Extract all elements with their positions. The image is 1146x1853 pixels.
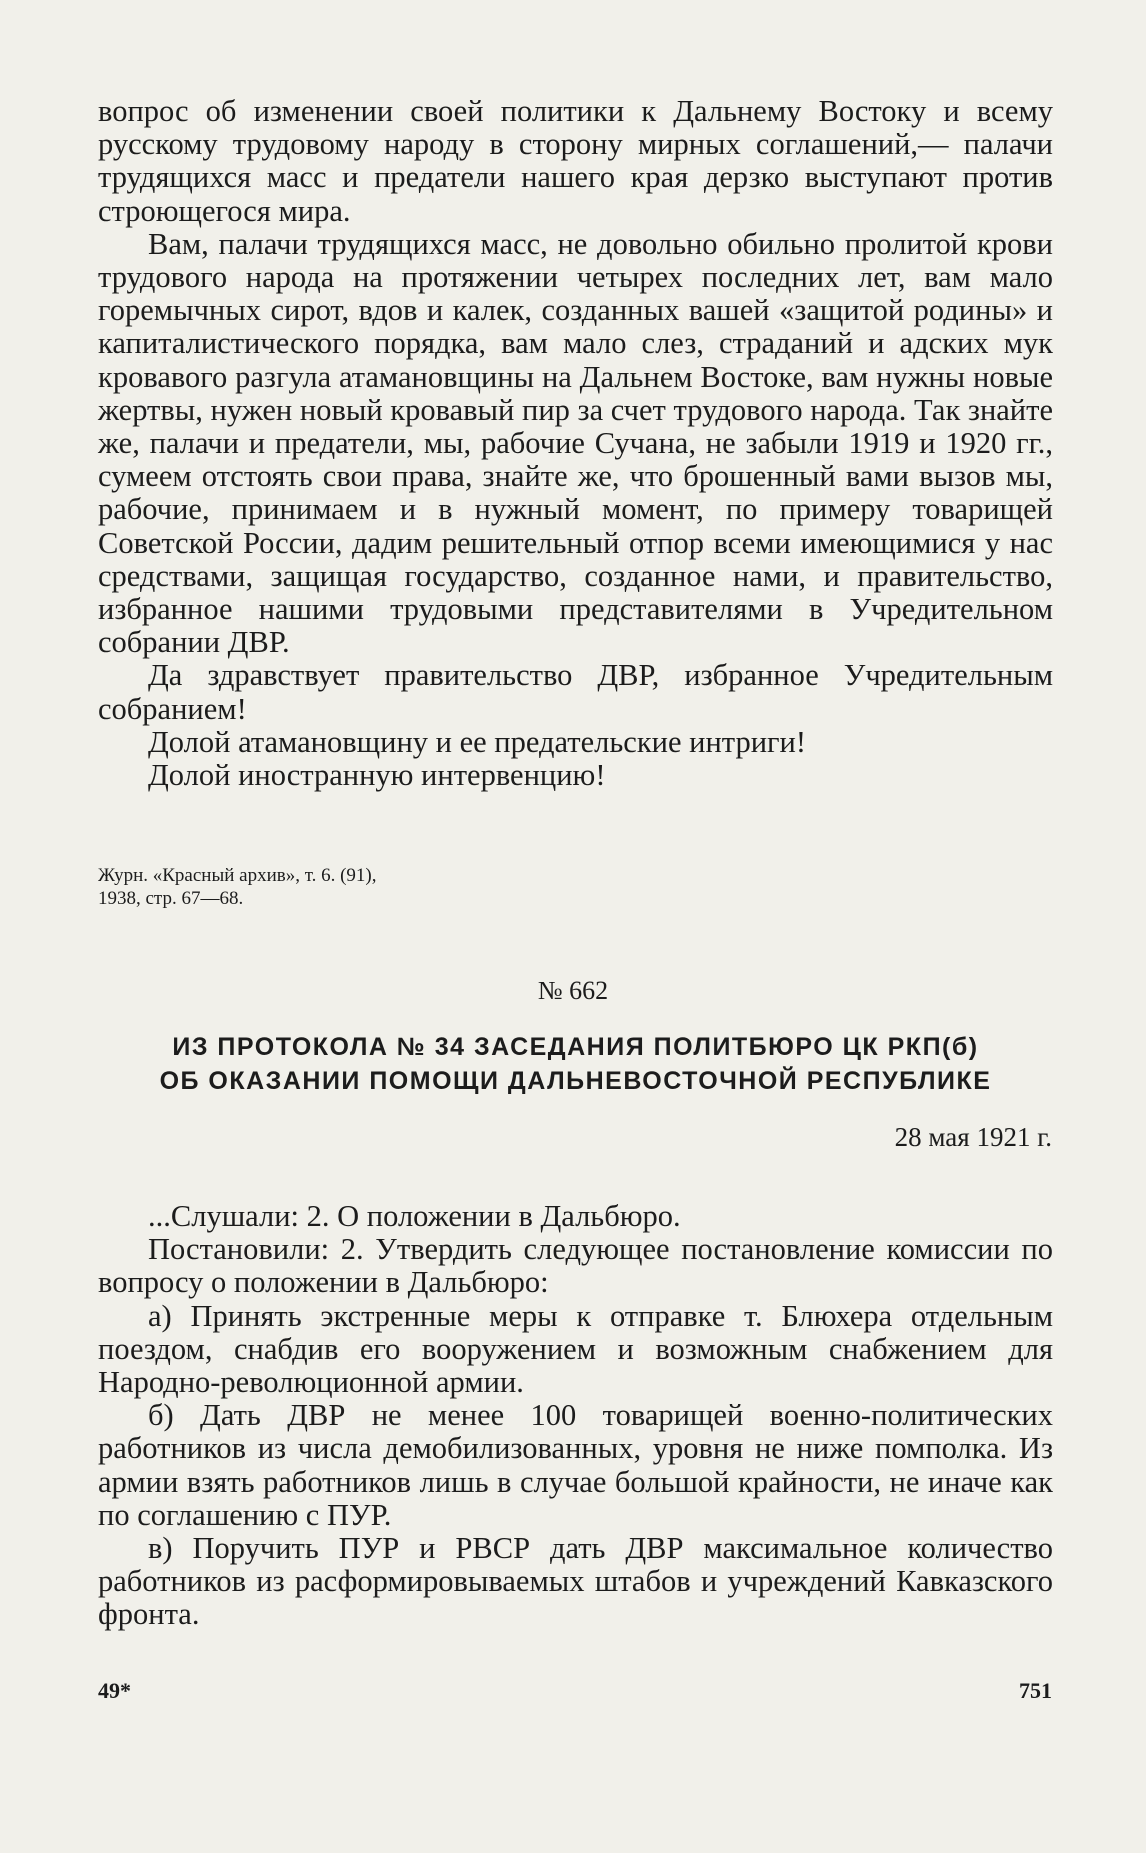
document-title — [98, 1030, 1053, 1098]
prev-paragraph-4: Долой атамановщину и ее предательские интриги! — [148, 724, 807, 759]
prev-document-text — [98, 95, 1053, 792]
source-line-2: 1938, стр. 67—68. — [98, 888, 244, 909]
document-title-line-1: ИЗ ПРОТОКОЛА № 34 ЗАСЕДАНИЯ ПОЛИТБЮРО ЦК РКП(б) — [172, 1033, 979, 1061]
prev-paragraph-3: Да здравствует правительство ДВР, избранное Учредительным собранием! — [98, 658, 1053, 726]
body-paragraph-3: а) Принять экстренные меры к отправке т. Блюхера отдельным поездом, снабдив его вооружением и возможным снабжением для Народно-революционной армии. — [98, 1298, 1053, 1400]
prev-paragraph-2: Вам, палачи трудящихся масс, не довольно обильно пролитой крови трудового народа на протяжении четырех последних лет, вам мало горемычных сирот, вдов и калек, созданных вашей «защитой родины» и капиталистического порядка, вам мало слез, страданий и адских мук кровавого разгула атамановщины на Дальнем Востоке, вам нужны новые жертвы, нужен новый кровавый пир за счет трудового народа. Так знайте же, палачи и предатели, мы, рабочие Сучана, не забыли 1919 и 1920 гг., сумеем отстоять свои права, знайте же, что брошенный вами вызов мы, рабочие, принимаем и в нужный момент, по примеру товарищей Советской России, дадим решительный отпор всеми имеющимися у нас средствами, защищая государство, созданное нами, и правительство, избранное нашими трудовыми представителями в Учредительном собрании ДВР. — [98, 226, 1053, 660]
source-line-1: Журн. «Красный архив», т. 6. (91), — [98, 865, 377, 886]
body-paragraph-4: б) Дать ДВР не менее 100 товарищей военно-политических работников из числа демобилизованных, уровня не ниже помполка. Из армии взять работников лишь в случае большой крайности, не иначе как по соглашению с ПУР. — [98, 1398, 1053, 1532]
body-paragraph-2: Постановили: 2. Утвердить следующее постановление комиссии по вопросу о положении в Дальбюро: — [98, 1232, 1053, 1300]
source-citation — [98, 864, 1053, 910]
body-paragraph-1: ...Слушали: 2. О положении в Дальбюро. — [148, 1199, 681, 1233]
page-number: 751 — [1019, 1678, 1052, 1703]
document-date: 28 мая 1921 г. — [894, 1122, 1052, 1152]
prev-paragraph-1: вопрос об изменении своей политики к Дальнему Востоку и всему русскому трудовому народу в сторону мирных соглашений,— палачи трудящихся масс и предатели нашего края дерзко выступают против строющегося мира. — [98, 94, 1053, 228]
document-title-line-2: ОБ ОКАЗАНИИ ПОМОЩИ ДАЛЬНЕВОСТОЧНОЙ РЕСПУБЛИКЕ — [159, 1067, 992, 1095]
document-number: № 662 — [537, 976, 609, 1005]
prev-paragraph-5: Долой иностранную интервенцию! — [148, 758, 606, 793]
signature-mark: 49* — [98, 1678, 131, 1703]
document-body — [98, 1200, 1053, 1632]
body-paragraph-5: в) Поручить ПУР и РВСР дать ДВР максимальное количество работников из расформировываемых штабов и учреждений Кавказского фронта. — [98, 1531, 1053, 1632]
